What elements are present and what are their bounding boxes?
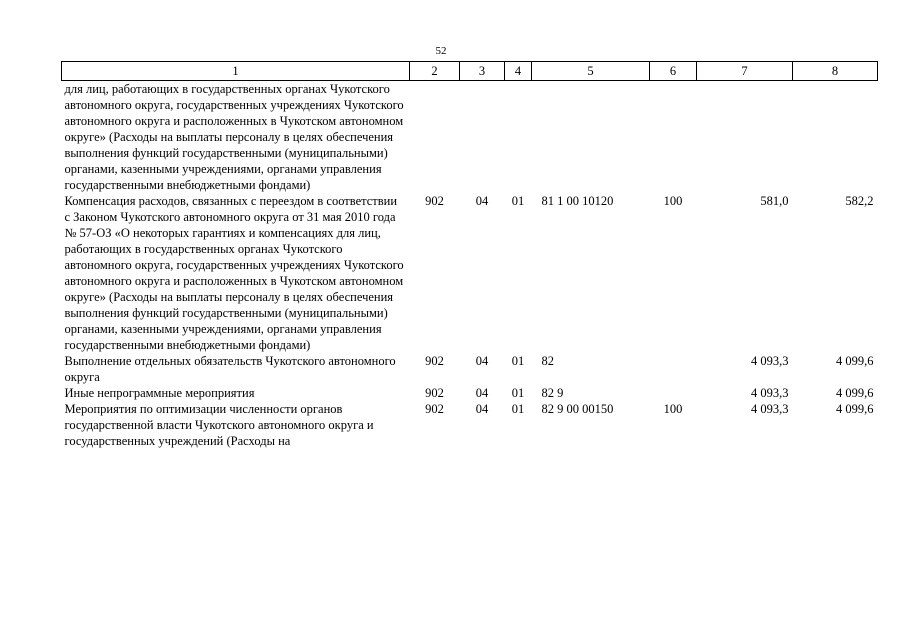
header-col-5: 5 xyxy=(532,62,650,81)
header-col-8: 8 xyxy=(793,62,878,81)
row-expense-type xyxy=(650,81,697,194)
row-section: 04 xyxy=(475,386,489,400)
table-row xyxy=(62,353,878,385)
header-col-7: 7 xyxy=(697,62,793,81)
row-description: Компенсация расходов, связанных с переездом в соответствии с Законом Чукотского автономного округа от 31 мая 2010 года № 57-ОЗ «О некоторых гарантиях и компенсациях для лиц, работающих в государственных органах Чукотского автономного округа, государственных учреждениях Чукотского автономного округа и расположенных в Чукотском автономном округе» (Расходы на выплаты персоналу в целях обеспечения выполнения функций государственными (муниципальными) органами, казенными учреждениями, органами управления государственными внебюджетными фондами) xyxy=(64,194,404,352)
table-body xyxy=(62,81,878,450)
row-section xyxy=(460,81,505,194)
row-ministry-code xyxy=(410,81,460,194)
row-subsection: 01 xyxy=(511,354,525,368)
header-col-3: 3 xyxy=(460,62,505,81)
header-col-6: 6 xyxy=(650,62,697,81)
row-ministry-code: 902 xyxy=(425,402,444,416)
table-row xyxy=(62,385,878,401)
row-expense-type: 100 xyxy=(663,194,683,208)
table-row xyxy=(62,401,878,449)
row-subsection: 01 xyxy=(511,194,525,208)
row-section: 04 xyxy=(475,402,489,416)
row-expense-type xyxy=(650,353,697,385)
row-amount-year-1: 4 093,3 xyxy=(751,354,789,368)
table-header xyxy=(62,62,878,81)
row-target-article: 82 9 00 00150 xyxy=(541,402,614,416)
row-target-article: 81 1 00 10120 xyxy=(541,194,614,208)
header-col-1: 1 xyxy=(62,62,410,81)
row-expense-type xyxy=(650,385,697,401)
row-subsection: 01 xyxy=(511,402,525,416)
row-amount-year-2: 582,2 xyxy=(845,194,874,208)
row-amount-year-1: 4 093,3 xyxy=(751,386,789,400)
row-target-article: 82 xyxy=(541,354,554,368)
row-ministry-code: 902 xyxy=(425,354,444,368)
row-amount-year-2: 4 099,6 xyxy=(836,402,874,416)
row-target-article: 82 9 xyxy=(541,386,564,400)
budget-table xyxy=(61,61,878,449)
row-ministry-code: 902 xyxy=(425,386,444,400)
row-amount-year-1: 581,0 xyxy=(760,194,789,208)
row-ministry-code: 902 xyxy=(425,194,444,208)
row-target-article xyxy=(532,81,650,194)
row-amount-year-2: 4 099,6 xyxy=(836,386,874,400)
header-col-4: 4 xyxy=(505,62,532,81)
row-expense-type: 100 xyxy=(663,402,683,416)
page-number: 52 xyxy=(435,45,447,57)
table-row xyxy=(62,81,878,194)
row-subsection: 01 xyxy=(511,386,525,400)
row-amount-year-2: 4 099,6 xyxy=(836,354,874,368)
row-amount-year-2 xyxy=(793,81,878,194)
row-description: для лиц, работающих в государственных органах Чукотского автономного округа, государственных учреждениях Чукотского автономного округа и расположенных в Чукотском автономном округе» (Расходы на выплаты персоналу в целях обеспечения выполнения функций государственными (муниципальными) органами, казенными учреждениями, органами управления государственными внебюджетными фондами) xyxy=(64,82,404,192)
row-description: Выполнение отдельных обязательств Чукотского автономного округа xyxy=(64,354,396,384)
row-amount-year-1: 4 093,3 xyxy=(751,402,789,416)
row-subsection xyxy=(505,81,532,194)
row-section: 04 xyxy=(475,194,489,208)
row-description: Мероприятия по оптимизации численности органов государственной власти Чукотского автономного округа и государственных учреждений (Расходы на xyxy=(64,402,374,448)
header-row xyxy=(62,62,878,81)
table-row xyxy=(62,193,878,353)
row-section: 04 xyxy=(475,354,489,368)
header-col-2: 2 xyxy=(410,62,460,81)
row-amount-year-1 xyxy=(697,81,793,194)
row-description: Иные непрограммные мероприятия xyxy=(64,386,255,400)
